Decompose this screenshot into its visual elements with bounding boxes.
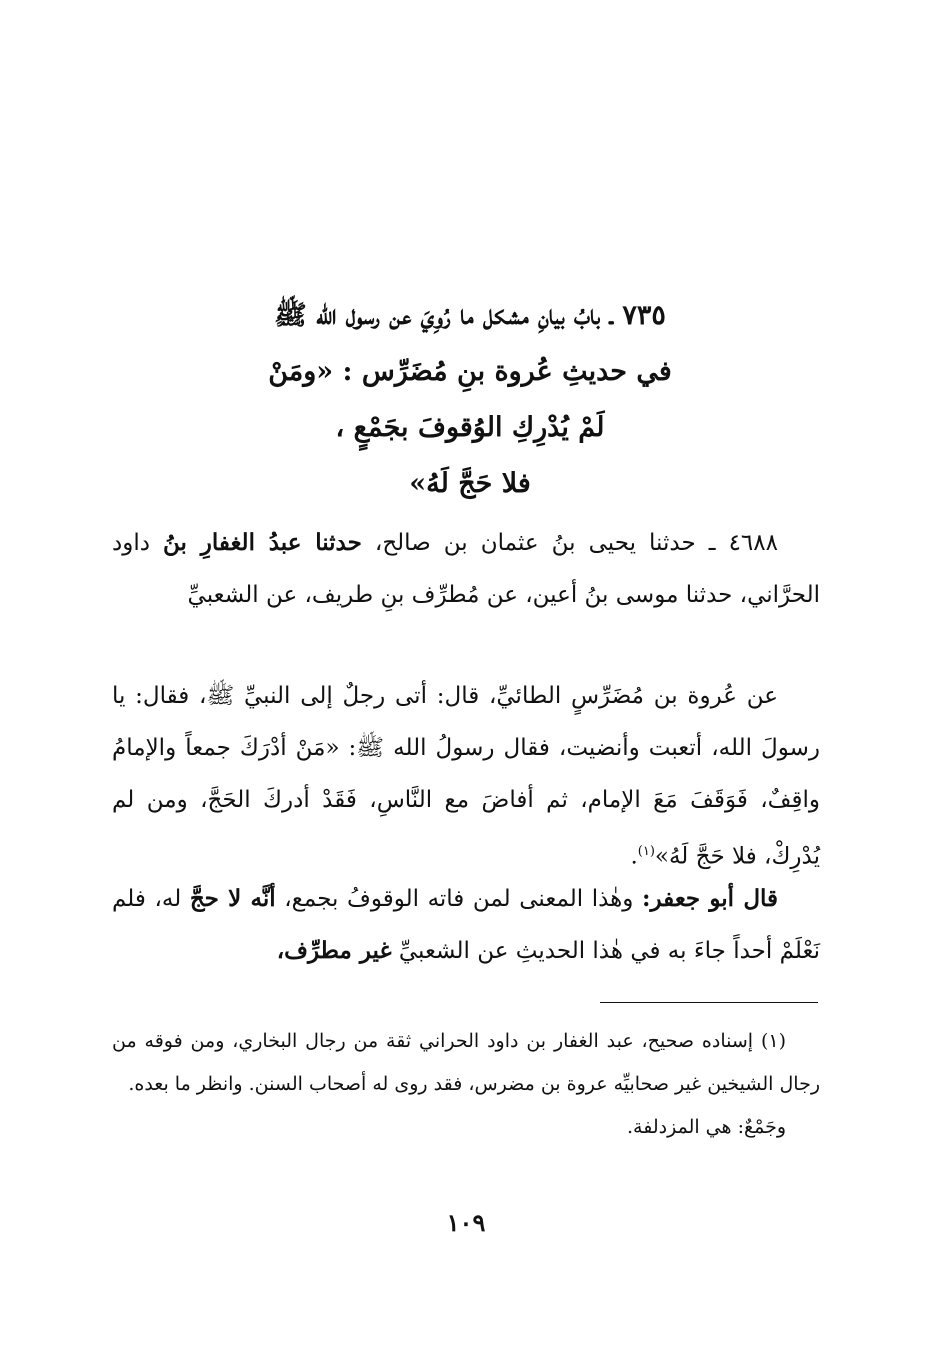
footnote-reference: (١) [637,844,655,859]
commentary-bold-phrase: أنَّه لا حجَّ [189,885,276,912]
commentary-text-2: له، فلم نَعْلَمْ أحداً جاءَ به في هٰذا الحديثِ عن الشعبيِّ [112,886,820,964]
commentary-text-1: وهٰذا المعنى لمن فاته الوقوفُ بجمع، [284,886,634,912]
heading-line-4: فلا حَجَّ لَهُ» [409,468,531,499]
footnote-2: وجَمْعٌ: هي المزدلفة. [627,1116,786,1138]
matn-end: . [630,843,638,870]
commentary-label: قال أبو جعفر: [642,885,779,912]
hadith-isnad-paragraph [112,517,820,621]
matn-text: عن عُروة بن مُضَرِّسٍ الطائيِّ، قال: أتى رجلٌ إلى النبيِّ ﷺ، فقال: يا رسولَ الله، أتعبت وأنضيت، فقال رسولُ الله ﷺ: «مَنْ أدْرَكَ جمعاً والإمامُ واقِفٌ، فَوَقَفَ مَعَ الإمام، ثم أفاضَ مع النَّاسِ، فَقَدْ أدركَ الحَجَّ، ومن لم يُدْرِكْ، فلا حَجَّ لَهُ» [112,683,820,870]
commentary-paragraph [112,873,820,977]
page-number: ١٠٩ [446,1208,486,1237]
hadith-number: ٤٦٨٨ ـ [708,530,778,556]
heading-line-3: لَمْ يُدْرِكِ الوُقوفَ بجَمْعٍ ، [335,412,605,443]
footnotes [112,1020,820,1149]
hadith-matn-paragraph [112,670,820,883]
isnad-part-2: حدثنا عبدُ الغفارِ بنُ [163,529,362,556]
footnote-divider [600,1002,818,1003]
heading-line-1: ٧٣٥ ـ بابُ بيانِ مشكل ما رُوِيَ عن رسول الله ﷺ [274,300,666,331]
footnote-1: (١) إسناده صحيح، عبد الغفار بن داود الحراني ثقة من رجال البخاري، ومن فوقه من رجال الشيخين غير صحابيِّه عروة بن مضرس، فقد روى له أصحاب السنن. وانظر ما بعده. [112,1030,820,1095]
isnad-part-3: داود الحرَّاني، حدثنا موسى بنُ أعين، عن مُطرِّف بنِ طريف، عن الشعبيِّ [112,530,820,608]
isnad-part-1: حدثنا يحيى بنُ عثمان بن صالح، [374,530,696,556]
heading-line-2: في حديثِ عُروة بنِ مُضَرِّس : «ومَنْ [268,356,672,387]
chapter-heading [130,288,810,512]
commentary-bold-end: غير مطرِّف، [276,937,392,964]
